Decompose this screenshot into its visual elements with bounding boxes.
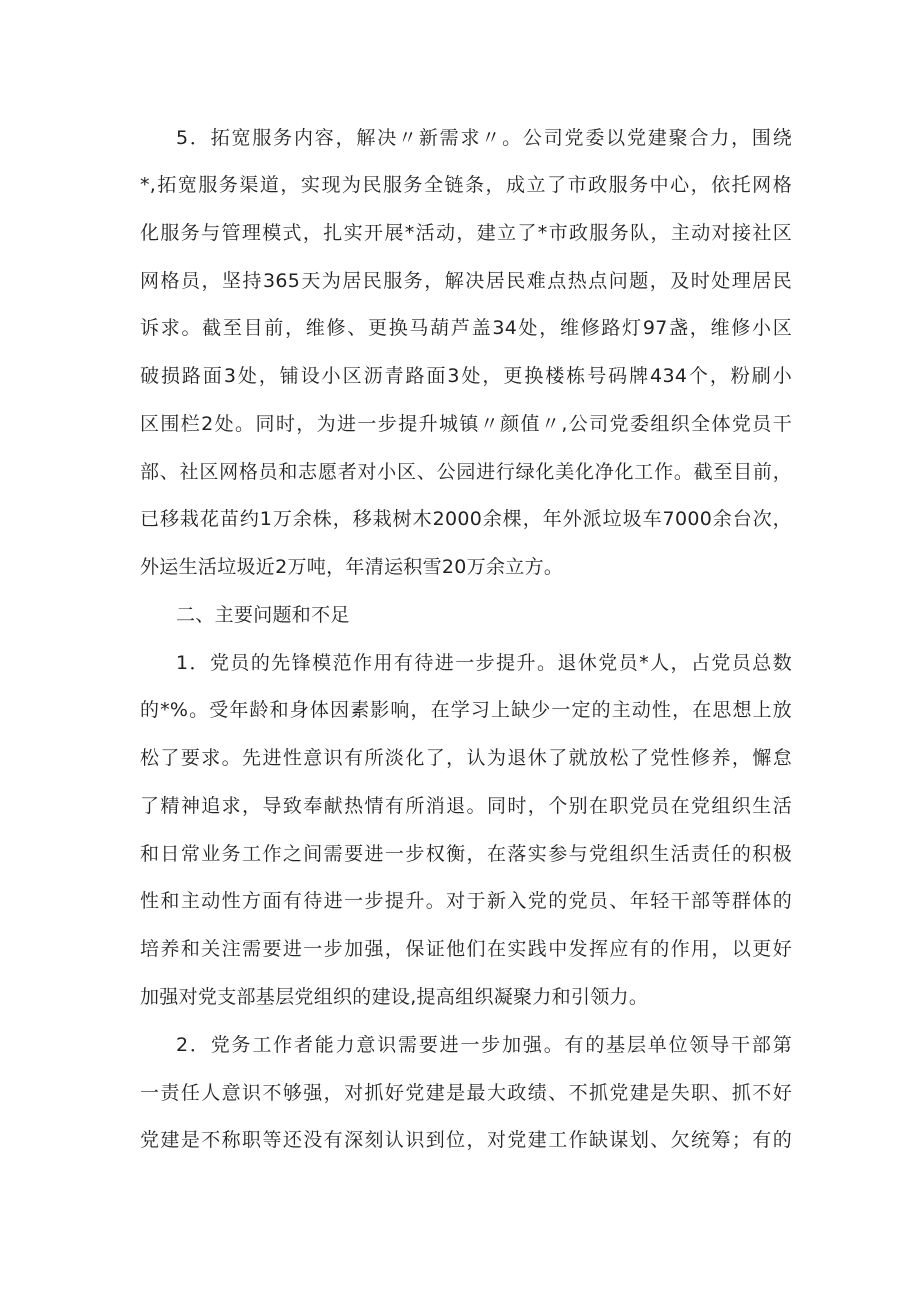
paragraph-line: 加强对党支部基层党组织的建设,提高组织凝聚力和引领力。 <box>140 986 649 1008</box>
paragraph-line: 外运生活垃圾近2万吨，年清运积雪20万余立方。 <box>140 556 564 578</box>
paragraph-line: 党建是不称职等还没有深刻认识到位，对党建工作缺谋划、欠统筹；有的 <box>140 1129 792 1151</box>
section-heading-problems: 二、主要问题和不足 <box>176 604 350 626</box>
paragraph-line: 2．党务工作者能力意识需要进一步加强。有的基层单位领导干部第 <box>176 1034 792 1056</box>
paragraph-line: 培养和关注需要进一步加强，保证他们在实践中发挥应有的作用，以更好 <box>140 938 792 960</box>
paragraph-line: 破损路面3处，铺设小区沥青路面3处，更换楼栋号码牌434个，粉刷小 <box>140 365 792 387</box>
paragraph-line: 一责任人意识不够强，对抓好党建是最大政绩、不抓党建是失职、抓不好 <box>140 1082 792 1104</box>
paragraph-line: 了精神追求，导致奉献热情有所消退。同时，个别在职党员在党组织生活 <box>140 795 792 817</box>
paragraph-line: 和日常业务工作之间需要进一步权衡，在落实参与党组织生活责任的积极 <box>140 843 792 865</box>
paragraph-line: 1．党员的先锋模范作用有待进一步提升。退休党员*人，占党员总数 <box>176 652 792 674</box>
paragraph-line: 诉求。截至目前，维修、更换马葫芦盖34处，维修路灯97盏，维修小区 <box>140 317 792 339</box>
paragraph-line: 性和主动性方面有待进一步提升。对于新入党的党员、年轻干部等群体的 <box>140 890 792 912</box>
paragraph-line: 松了要求。先进性意识有所淡化了，认为退休了就放松了党性修养，懈怠 <box>140 747 792 769</box>
paragraph-line: 的*%。受年龄和身体因素影响，在学习上缺少一定的主动性，在思想上放 <box>140 699 792 721</box>
paragraph-line: 化服务与管理模式，扎实开展*活动，建立了*市政服务队，主动对接社区 <box>140 222 792 244</box>
paragraph-line: 网格员，坚持365天为居民服务，解决居民难点热点问题，及时处理居民 <box>140 270 792 292</box>
paragraph-line: 区围栏2处。同时，为进一步提升城镇〃颜值〃,公司党委组织全体党员干 <box>140 413 792 435</box>
paragraph-line: *,拓宽服务渠道，实现为民服务全链条，成立了市政服务中心，依托网格 <box>140 174 792 196</box>
paragraph-line: 部、社区网格员和志愿者对小区、公园进行绿化美化净化工作。截至目前， <box>140 461 792 483</box>
paragraph-line: 已移栽花苗约1万余株，移栽树木2000余棵，年外派垃圾车7000余台次， <box>140 508 792 530</box>
paragraph-line: 5．拓宽服务内容，解决〃新需求〃。公司党委以党建聚合力，围绕 <box>176 127 792 149</box>
